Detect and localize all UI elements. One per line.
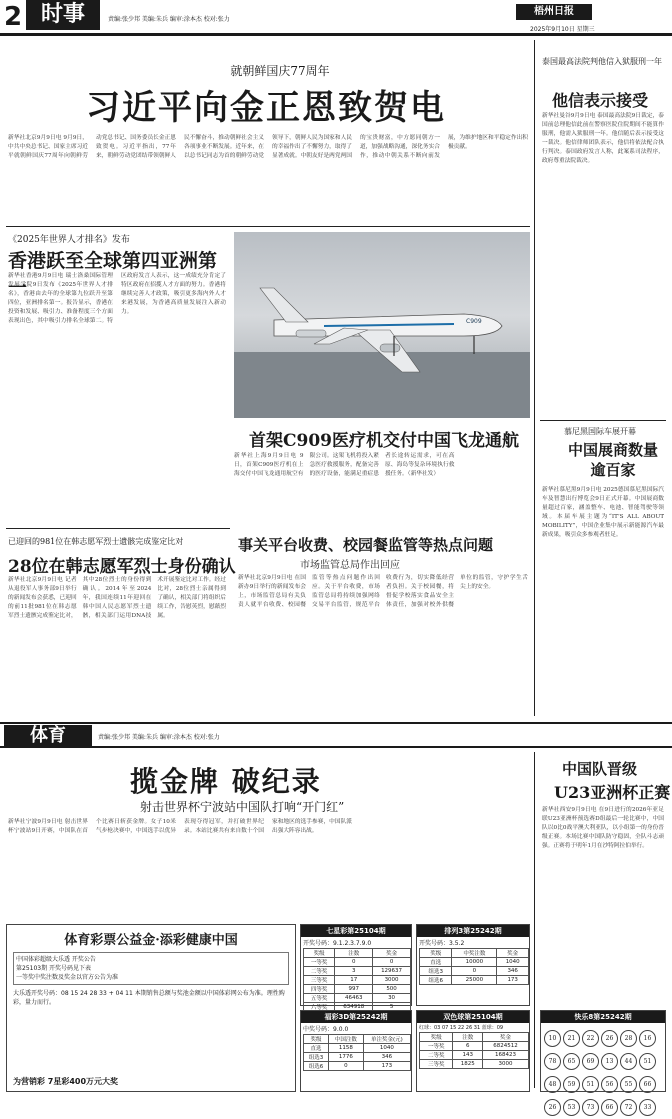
prize-cell: 6824512 xyxy=(483,1042,529,1051)
prize-cell: 组选6 xyxy=(304,1062,329,1071)
lottery-ball: 65 xyxy=(563,1053,580,1070)
aircraft-illustration xyxy=(234,232,530,418)
prize-cell: 30 xyxy=(373,994,411,1003)
lottery-ad xyxy=(6,924,296,1092)
prize-cell: 奖级 xyxy=(420,1033,453,1042)
box-header: 双色球第25104期 xyxy=(417,1011,529,1023)
prize-cell: 3000 xyxy=(373,976,411,985)
lottery-ball: 44 xyxy=(620,1053,637,1070)
lottery-ball: 59 xyxy=(563,1076,580,1093)
prize-cell: 997 xyxy=(335,985,373,994)
lottery-ball: 69 xyxy=(582,1053,599,1070)
box-numbers: 开奖号码：3.5.2 xyxy=(419,940,465,947)
hk-headline: 香港跃至全球第四亚洲第一 xyxy=(8,250,218,299)
prize-row xyxy=(304,1062,411,1071)
box-header: 排列3第25242期 xyxy=(417,925,529,937)
aircraft-label: C909 xyxy=(466,318,482,325)
school-subtitle: 市场监管总局作出回应 xyxy=(300,560,400,571)
ad-notice: 大乐透开奖号码：08 15 24 28 33 + 04 11 本期销售总额与奖池金额以中国体彩网公布为准。理性购彩，量力而行。 xyxy=(13,990,285,1006)
sport-header xyxy=(0,722,672,748)
lottery-ball: 28 xyxy=(620,1030,637,1047)
prize-cell: 0 xyxy=(452,967,497,976)
prize-cell: 奖金 xyxy=(497,949,529,958)
ad-footer: 为营销彩 7星彩400万元大奖 xyxy=(13,1077,119,1086)
prize-cell: 3 xyxy=(335,967,373,976)
prize-cell: 三等奖 xyxy=(304,976,335,985)
prize-row xyxy=(304,1053,411,1062)
divider xyxy=(540,420,666,421)
prize-cell: 1040 xyxy=(363,1044,410,1053)
prize-row xyxy=(304,967,411,976)
prize-cell: 注数 xyxy=(453,1033,483,1042)
lottery-ball: 56 xyxy=(601,1076,618,1093)
sport-body: 新华社宁波9月9日电 射击世界杯宁波站9日开赛，中国队在首个比赛日斩获金牌。女子10米气步枪决赛中，中国选手以优异表现夺得冠军，并打破世界纪录。本站比赛共有来自数十个国家和地区的选手参赛，中国队派出强大阵容出战。 xyxy=(8,819,352,834)
ball-grid xyxy=(541,1023,665,1119)
prize-cell: 346 xyxy=(497,967,529,976)
u23-headline: U23亚洲杯正赛 xyxy=(554,783,671,802)
lottery-ball: 13 xyxy=(601,1053,618,1070)
sport-section-title: 体育 xyxy=(4,725,92,747)
prize-cell: 634918 xyxy=(335,1003,373,1012)
prize-cell: 注数 xyxy=(335,949,373,958)
divider xyxy=(6,528,230,529)
prize-cell: 组选6 xyxy=(420,976,452,985)
sport-subtitle: 射击世界杯宁波站中国队打响“开门红” xyxy=(140,800,345,814)
prize-cell: 直选 xyxy=(304,1044,329,1053)
prize-row xyxy=(304,1044,411,1053)
prize-cell: 1776 xyxy=(329,1053,364,1062)
box-header: 快乐8第25242期 xyxy=(541,1011,665,1023)
remains-body: 新华社北京9月9日电 记者从退役军人事务部9日举行的新闻发布会获悉，已迎回的前11批981位在韩志愿军烈士遗骸完成鉴定比对，其中28位烈士的身份得到确认。2014年至2024年，我国连续11年迎回在韩中国人民志愿军烈士遗骸，相关部门运用DNA技术开展鉴定比对工作。经过比对，28位烈士亲属得到了确认，相关部门将组织后续工作，告慰英烈，慰藉烈属。 xyxy=(8,577,226,619)
prize-row xyxy=(420,1060,529,1069)
prize-cell: 173 xyxy=(363,1062,410,1071)
box-numbers: 开奖号码：9.1.2.3.7.9.0 xyxy=(303,940,372,947)
prize-row xyxy=(420,967,529,976)
prize-cell: 173 xyxy=(497,976,529,985)
prize-cell: 1158 xyxy=(329,1044,364,1053)
lottery-box xyxy=(300,1010,412,1092)
prize-row xyxy=(420,949,529,958)
prize-row xyxy=(420,1051,529,1060)
box-numbers: 中奖号码：9.0.0 xyxy=(303,1026,349,1033)
sport-credits: 责编:张少邦 美编:朱兵 编审:涂本杰 校对:张力 xyxy=(98,734,220,741)
prize-cell: 奖金 xyxy=(373,949,411,958)
school-headline: 事关平台收费、校园餐监管等热点问题 xyxy=(238,536,494,554)
lottery-box xyxy=(416,924,530,1006)
prize-cell: 0 xyxy=(329,1062,364,1071)
prize-cell: 0 xyxy=(335,958,373,967)
lottery-ball: 73 xyxy=(582,1099,599,1116)
prize-cell: 直选 xyxy=(420,958,452,967)
lottery-box xyxy=(300,924,412,1011)
lottery-ball: 51 xyxy=(639,1053,656,1070)
remains-kicker: 已迎回的981位在韩志愿军烈士遗骸完成鉴定比对 xyxy=(8,537,184,546)
prize-row xyxy=(304,994,411,1003)
lottery-ball: 26 xyxy=(601,1030,618,1047)
box-header: 福彩3D第25242期 xyxy=(301,1011,411,1023)
prize-cell: 0 xyxy=(373,958,411,967)
thai-kicker: 泰国最高法院判他信入狱服刑一年 xyxy=(542,57,662,66)
column-divider xyxy=(534,40,535,716)
prize-cell: 17 xyxy=(335,976,373,985)
prize-cell: 一等奖 xyxy=(420,1042,453,1051)
lottery-ball: 72 xyxy=(620,1099,637,1116)
u23-body: 新华社西安9月9日电 在9日进行的2026年亚足联U23亚洲杯预选赛D组最后一轮比赛中，中国队以0比0战平澳大利亚队，以小组第一的身份晋级正赛。本场比赛中国队防守稳固，全队斗志顽强。正赛将于明年1月在沙特阿拉伯举行。 xyxy=(542,807,664,849)
lottery-ball: 33 xyxy=(639,1099,656,1116)
school-body: 新华社北京9月9日电 在国新办9日举行的新闻发布会上，市场监管总局有关负责人就平台收费、校园餐监管等热点问题作出回应。关于平台收费，市场监管总局将持续加强网络交易平台监管，规范平台收费行为，切实降低经营者负担。关于校园餐，将督促学校落实食品安全主体责任，加强对校外供餐单位的监管，守护学生舌尖上的安全。 xyxy=(238,575,528,608)
auto-kicker: 慕尼黑国际车展开幕 xyxy=(564,427,636,436)
lottery-ball: 21 xyxy=(563,1030,580,1047)
prize-cell: 25000 xyxy=(452,976,497,985)
lottery-box xyxy=(416,1010,530,1092)
ad-line: 中国体彩超级大乐透 开奖公告 xyxy=(16,956,96,963)
prize-cell: 五等奖 xyxy=(304,994,335,1003)
c909-photo xyxy=(234,232,530,418)
box-numbers: 红球：03 07 15 22 26 31 蓝球：09 xyxy=(419,1025,504,1031)
u23-kicker: 中国队晋级 xyxy=(562,760,638,778)
issue-date: 2025年9月10日 星期三 xyxy=(530,26,595,33)
prize-row xyxy=(420,976,529,985)
divider xyxy=(6,226,530,227)
lottery-ball: 55 xyxy=(620,1076,637,1093)
page-header xyxy=(0,0,672,36)
sport-headline: 揽金牌 破纪录 xyxy=(130,765,322,798)
prize-cell: 六等奖 xyxy=(304,1003,335,1012)
lead-headline: 习近平向金正恩致贺电 xyxy=(86,88,446,128)
prize-cell: 奖级 xyxy=(304,949,335,958)
prize-cell: 5 xyxy=(373,1003,411,1012)
prize-cell: 组选3 xyxy=(304,1053,329,1062)
lottery-ball: 51 xyxy=(582,1076,599,1093)
section-title: 时事 xyxy=(26,0,100,30)
thai-body: 新华社曼谷9月9日电 泰国最高法院9日裁定，泰国前总理他信此前在警察医院住院期间不能算作服刑，他需入狱服刑一年。他信随后表示接受这一裁决。他信律师团队表示，他信将依法配合执行判决。泰国政府发言人称，此案系司法程序，政府尊重法院裁决。 xyxy=(542,113,664,164)
prize-cell: 三等奖 xyxy=(420,1060,453,1069)
prize-cell: 中国注数 xyxy=(329,1035,364,1044)
prize-row xyxy=(420,958,529,967)
lottery-box xyxy=(540,1010,666,1111)
prize-row xyxy=(304,958,411,967)
prize-cell: 二等奖 xyxy=(420,1051,453,1060)
prize-cell: 1825 xyxy=(453,1060,483,1069)
lottery-ball: 48 xyxy=(544,1076,561,1093)
lead-body: 新华社北京9月9日电 9月9日，中共中央总书记、国家主席习近平就朝鲜国庆77周年向朝鲜劳动党总书记、国务委员长金正恩致贺电。习近平指出，77年来，朝鲜劳动党团结带领朝鲜人民不懈奋斗，推动朝鲜社会主义各项事业不断发展。近年来，在以总书记同志为首的朝鲜劳动党领导下，朝鲜人民为国家和人民的幸福作出了不懈努力，取得了显著成就。中朝友好是两党两国的宝贵财富，中方愿同朝方一道，加强战略沟通，深化务实合作，推动中朝关系不断向前发展，为维护地区和平稳定作出积极贡献。 xyxy=(8,135,528,159)
prize-cell: 1040 xyxy=(497,958,529,967)
c909-headline: 首架C909医疗机交付中国飞龙通航 xyxy=(248,431,519,451)
prize-cell: 四等奖 xyxy=(304,985,335,994)
newspaper-logo: 梧州日报 xyxy=(516,4,592,20)
hk-body: 新华社香港9月9日电 瑞士洛桑国际管理发展学院9日发布《2025年世界人才排名》，香港由去年的全球第九位跃升至第四位，亚洲排名第一。报告显示，香港在投资和发展、吸引力、准备程度三个方面表现出色，其中吸引力排名全球第二。特区政府发言人表示，这一成绩充分肯定了特区政府在招揽人才方面的努力。香港将继续完善人才政策，吸引更多海内外人才来港发展，为香港高质量发展注入新动力。 xyxy=(8,273,226,324)
prize-table xyxy=(419,948,529,985)
prize-cell: 46463 xyxy=(335,994,373,1003)
c909-body: 新华社上海9月9日电 9日，首架C909医疗机在上海交付中国飞龙通用航空有限公司。这架飞机将投入紧急医疗救援服务，配备完善的医疗设备，能满足重症患者长途转运需求，可在高原、海岛等复杂环境执行救援任务。（新华社发） xyxy=(234,453,455,477)
prize-row xyxy=(420,1033,529,1042)
prize-cell: 3000 xyxy=(483,1060,529,1069)
prize-cell: 346 xyxy=(363,1053,410,1062)
prize-cell: 一等奖 xyxy=(304,958,335,967)
prize-row xyxy=(304,976,411,985)
prize-cell: 奖级 xyxy=(420,949,452,958)
lottery-ball: 22 xyxy=(582,1030,599,1047)
lottery-ball: 66 xyxy=(601,1099,618,1116)
prize-table xyxy=(419,1032,529,1069)
auto-body: 新华社慕尼黑9月9日电 2025德国慕尼黑国际汽车及智慧出行博览会9日正式开幕。中国展商数量超过百家，涵盖整车、电池、智能驾驶等领域。本届车展主题为“IT’S ALL ABOUT MOBILITY”，中国企业集中展示新能源汽车最新成果，吸引众多参观者驻足。 xyxy=(542,487,664,538)
prize-cell: 单注奖金(元) xyxy=(363,1035,410,1044)
prize-row xyxy=(304,949,411,958)
hk-kicker: 《2025年世界人才排名》发布 xyxy=(8,235,130,245)
prize-cell: 500 xyxy=(373,985,411,994)
lottery-title: 体育彩票公益金·添彩健康中国 xyxy=(64,933,238,948)
box-header: 七星彩第25104期 xyxy=(301,925,411,937)
prize-cell: 129637 xyxy=(373,967,411,976)
lottery-ball: 66 xyxy=(639,1076,656,1093)
lottery-ball: 53 xyxy=(563,1099,580,1116)
prize-cell: 奖金 xyxy=(483,1033,529,1042)
prize-cell: 奖级 xyxy=(304,1035,329,1044)
prize-table xyxy=(303,1034,411,1071)
auto-headline: 中国展商数量逾百家 xyxy=(567,441,658,479)
prize-row xyxy=(304,985,411,994)
prize-cell: 10000 xyxy=(452,958,497,967)
lottery-ball: 16 xyxy=(639,1030,656,1047)
column-divider xyxy=(534,752,535,1088)
prize-cell: 143 xyxy=(453,1051,483,1060)
lead-kicker: 就朝鲜国庆77周年 xyxy=(230,64,330,78)
prize-cell: 组选3 xyxy=(420,967,452,976)
prize-cell: 6 xyxy=(453,1042,483,1051)
lottery-ball: 78 xyxy=(544,1053,561,1070)
prize-table xyxy=(303,948,411,1012)
prize-cell: 二等奖 xyxy=(304,967,335,976)
thai-headline: 他信表示接受 xyxy=(552,91,649,110)
lottery-ball: 26 xyxy=(544,1099,561,1116)
ad-line: 一等奖中奖注数及奖金以官方公告为准 xyxy=(16,974,119,981)
remains-headline: 28位在韩志愿军烈士身份确认 xyxy=(8,557,236,577)
prize-cell: 中奖注数 xyxy=(452,949,497,958)
prize-cell: 168423 xyxy=(483,1051,529,1060)
page-number: 2 xyxy=(4,2,23,32)
editor-credits: 责编:张少邦 美编:朱兵 编审:涂本杰 校对:张力 xyxy=(108,16,230,23)
lottery-ball: 10 xyxy=(544,1030,561,1047)
prize-row xyxy=(420,1042,529,1051)
prize-row xyxy=(304,1035,411,1044)
ad-line: 第25103期 开奖号码见下表 xyxy=(16,965,91,972)
